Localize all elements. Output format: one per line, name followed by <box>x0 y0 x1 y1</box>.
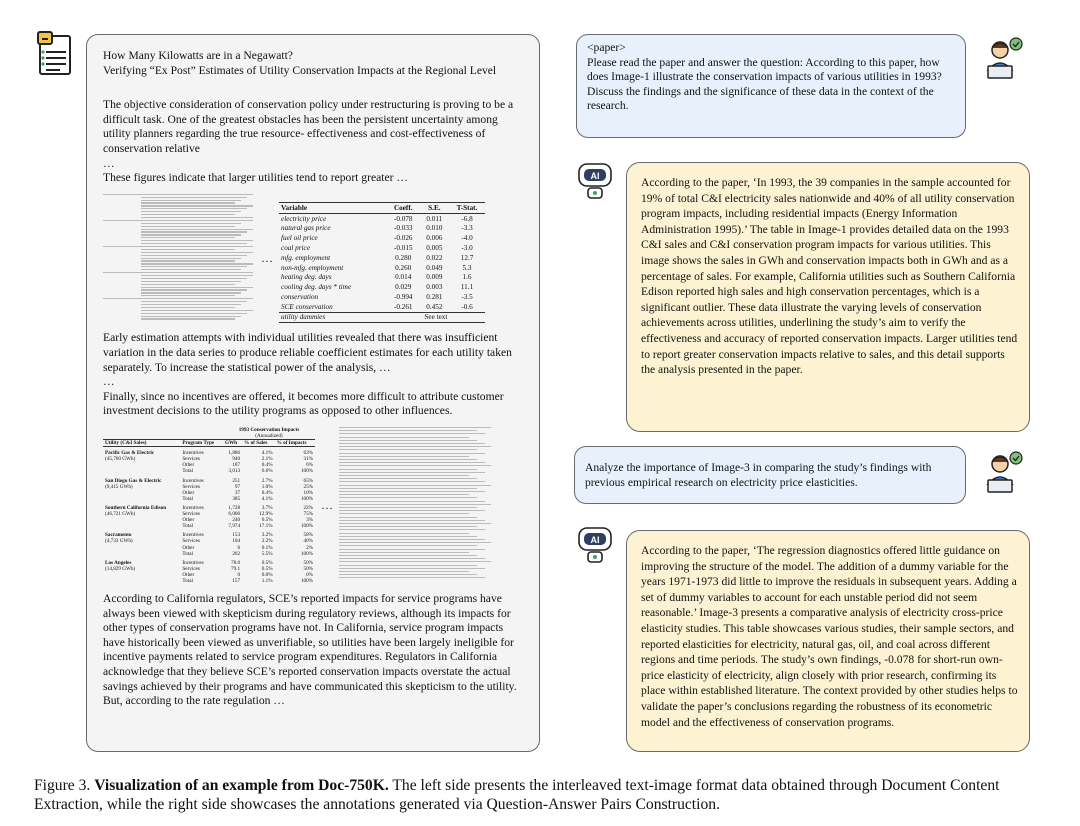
thumbnail-line <box>339 437 469 438</box>
thumbnail-line <box>141 237 235 238</box>
paper-tag: <paper> <box>587 41 626 54</box>
thumbnail-line <box>339 510 485 511</box>
thumbnail-line <box>141 281 241 282</box>
thumbnail-line <box>339 571 469 572</box>
thumbnail-line <box>339 440 477 441</box>
table-row: natural gas price -0.033 0.010 -3.3 <box>281 224 473 233</box>
table-header: Coeff. <box>387 202 420 213</box>
caption-prefix: Figure 3. <box>34 777 95 794</box>
table-row: (9,415 GWh) Services 97 1.0% 25% <box>105 483 313 490</box>
question-1-text: Please read the paper and answer the question: According to this paper, how does Image-1 illustrate the conservation impacts of various utilities in 1993? Discuss the findings and the significance of these data in the context of the research. <box>587 55 942 113</box>
table-header: GWh <box>223 440 242 447</box>
ai-label: AI <box>590 171 600 181</box>
table-row: (4,733 GWh) Services 104 2.2% 40% <box>105 538 313 545</box>
image-ellipsis: … <box>261 251 273 266</box>
caption-rest: The left side presents the interleaved text-image format data obtained through Document Content Extraction, while the right side showcases the annotations generated via Question-Answer Pairs Construction. <box>34 777 1000 813</box>
thumbnail-line <box>141 287 253 288</box>
thumbnail-line <box>141 269 241 270</box>
table-row: Pacific Gas & Electric Incentives 1,886 4.1% 63% <box>105 450 313 457</box>
caption-bold: Visualization of an example from Doc-750K. <box>94 777 389 794</box>
thumbnail-line <box>339 561 491 562</box>
ai-robot-icon <box>576 524 614 566</box>
intro-paragraph: The objective consideration of conservation policy under restructuring is proving to be a difficult task. One of the greatest obstacles has been the persistent uncertainty among utility planners regarding the true resource- effectiveness and cost-effectiveness of conservation relative <box>103 98 514 155</box>
thumbnail-line <box>339 520 485 521</box>
table-row: Other 6 0.1% 2% <box>182 544 313 551</box>
table-row: (46,721 GWh) Services 6,006 12.9% 75% <box>105 511 313 518</box>
thumbnail-line <box>141 275 253 276</box>
table-row: non-mfg. employment 0.260 0.049 5.3 <box>281 263 472 272</box>
image-1-sales-table-thumbnail <box>103 194 255 322</box>
table-row: utility dummies See text <box>279 312 485 323</box>
thumbnail-line <box>141 240 253 241</box>
super-header: 1993 Conservation Impacts <box>238 426 300 433</box>
thumbnail-line <box>141 223 241 224</box>
thumbnail-line <box>339 446 491 447</box>
thumbnail-line <box>339 533 469 534</box>
thumbnail-line <box>141 318 235 319</box>
thumbnail-line <box>141 226 235 227</box>
thumbnail-line <box>339 453 485 454</box>
image-ellipsis: … <box>321 497 333 512</box>
table-header: Program Type <box>180 440 223 447</box>
thumbnail-line <box>339 443 485 444</box>
table-row: Southern California Edison Incentives 1,728 3.7% 22% <box>105 504 313 511</box>
table-row: (45,760 GWh) Services 940 2.1% 31% <box>105 456 313 463</box>
thumbnail-line <box>339 507 477 508</box>
thumbnail-line <box>339 568 485 569</box>
table-row: heating deg. days 0.014 0.009 1.6 <box>281 273 472 282</box>
thumbnail-line <box>141 249 235 250</box>
paper-subtitle: Verifying “Ex Post” Estimates of Utility Conservation Impacts at the Regional Level <box>103 63 497 77</box>
thumbnail-line <box>103 194 253 195</box>
table-row: Other 37 0.4% 10% <box>182 489 313 496</box>
thumbnail-line <box>339 558 485 559</box>
thumbnail-line <box>339 433 485 434</box>
thumbnail-line <box>141 292 241 293</box>
thumbnail-line <box>339 485 491 486</box>
table-row: mfg. employment 0.280 0.022 12.7 <box>281 253 474 262</box>
thumbnail-line <box>339 465 491 466</box>
table-row: Total 157 1.1% 100% <box>182 577 313 584</box>
thumbnail-line <box>141 316 241 317</box>
thumbnail-line <box>141 229 253 230</box>
image-2-regression-table <box>279 202 485 324</box>
thumbnail-line <box>141 310 253 311</box>
user-laptop-icon <box>978 450 1024 496</box>
thumbnail-line <box>103 220 253 221</box>
thumbnail-line <box>141 243 247 244</box>
finally-paragraph: Finally, since no incentives are offered, it becomes more difficult to attribute customer investment decisions to the utility programs as opposed to other influences. <box>103 389 504 418</box>
thumbnail-line <box>103 246 253 247</box>
thumbnail-line <box>141 202 235 203</box>
answer-2-text: According to the paper, ‘The regression diagnostics offered little guidance on improving the structure of the model. The addition of a dummy variable for the years 1971-1973 did little to improve the residuals in subsequent years. Adding a set of dummy variables to account for each unstable period did not seem reasonable.’ Image-3 presents a comparative analysis of electricity cross-price elasticity studies. This table showcases various studies, their sample sectors, and reported elasticities for electricity, natural gas, oil, and coal across different regions and time periods. The study’s own findings, -0.078 for short-run own-price elasticity of electricity, align closely with prior research, confirming its place within established literature. The context provided by other studies helps to validate the paper’s conclusions regarding the robustness of its econometric model and the effectiveness of conservation programs. <box>641 544 1018 729</box>
thumbnail-line <box>141 231 247 232</box>
thumbnail-line <box>141 255 247 256</box>
thumbnail-line <box>339 539 485 540</box>
table-row: Total 262 5.5% 100% <box>182 550 313 557</box>
thumbnail-line <box>339 427 491 428</box>
thumbnail-line <box>339 501 485 502</box>
thumbnail-line <box>339 459 477 460</box>
table-row: Total 3,013 6.6% 100% <box>182 468 313 475</box>
answer-1-text: According to the paper, ‘In 1993, the 39 companies in the sample accounted for 19% of total C&I electricity sales nationwide and 40% of all utility conservation program impacts, including residential impacts (Energy Information Administration 1995).’ The table in Image-1 provides detailed data on the 1993 C&I sales and C&I conservation program impacts for various utilities. This image shows the sales in GWh and conservation impacts both in GWh and as a percentage of sales. For example, California utilities such as Southern California Edison reported high sales and high conservation percentages, which is a significant outlier. These data illustrate the varying levels of conservation achievements across utilities, underlining the study’s aim to verify the effectiveness and accuracy of reported conservation impacts. Larger utilities tend to report greater conservation impacts relative to sales, and this detail supports the analysis presented in the paper. <box>641 176 1018 377</box>
thumbnail-line <box>339 549 485 550</box>
thumbnail-line <box>141 197 247 198</box>
table-header: % of Impacts <box>275 440 315 447</box>
thumbnail-line <box>141 200 241 201</box>
table-header: Utility (C&I Sales) <box>103 440 180 447</box>
document-list-icon <box>36 30 76 78</box>
thumbnail-line <box>141 214 235 215</box>
figure-caption <box>34 776 1054 814</box>
thumbnail-line <box>339 513 469 514</box>
table-row: SCE conservation -0.261 0.452 -0.6 <box>281 302 473 311</box>
table-header: Variable <box>279 202 387 213</box>
early-estimation-paragraph: Early estimation attempts with individual utilities revealed that there was insufficient variation in the data series to produce reliable coefficient estimates for each utility taken separately. To increase the statistical power of the analysis, … <box>103 331 512 374</box>
thumbnail-line <box>141 313 247 314</box>
thumbnail-line <box>339 555 477 556</box>
thumbnail-line <box>339 472 485 473</box>
thumbnail-line <box>339 517 477 518</box>
thumbnail-line <box>141 263 253 264</box>
question-2-box <box>574 446 966 504</box>
thumbnail-line <box>339 565 477 566</box>
thumbnail-line <box>141 278 247 279</box>
table-header: % of Sales <box>242 440 274 447</box>
thumbnail-line <box>141 217 253 218</box>
table-row: Other 240 0.5% 3% <box>182 517 313 524</box>
image-3-row <box>103 427 525 584</box>
extracted-document-panel <box>86 34 540 752</box>
table-row: coal price -0.015 0.005 -3.0 <box>281 243 473 252</box>
table-row: San Diego Gas & Electric Incentives 251 2.7% 65% <box>105 477 313 484</box>
figures-paragraph: These figures indicate that larger utilities tend to report greater … <box>103 171 408 185</box>
image-3-elasticity-studies-thumbnail <box>339 427 491 581</box>
paper-title: How Many Kilowatts are in a Negawatt? <box>103 49 293 62</box>
thumbnail-line <box>141 211 241 212</box>
thumbnail-line <box>141 205 253 206</box>
thumbnail-line <box>339 552 469 553</box>
table-row: Other 0 0.0% 0% <box>182 571 313 578</box>
thumbnail-line <box>339 491 485 492</box>
table-header: S.E. <box>420 202 449 213</box>
answer-1-box <box>626 162 1030 432</box>
table-row: Los Angeles Incentives 78.0 0.5% 50% <box>105 559 313 566</box>
thumbnail-line <box>339 481 485 482</box>
thumbnail-line <box>339 456 469 457</box>
thumbnail-line <box>339 529 485 530</box>
thumbnail-line <box>141 258 241 259</box>
table-header: T-Stat. <box>449 202 485 213</box>
table-row: fuel oil price -0.026 0.006 -4.0 <box>281 234 473 243</box>
thumbnail-line <box>339 536 477 537</box>
thumbnail-line <box>339 497 477 498</box>
thumbnail-line <box>141 301 247 302</box>
thumbnail-line <box>339 475 469 476</box>
thumbnail-line <box>141 304 241 305</box>
conservation-impacts-table: 1993 Conservation Impacts (Annualized) Utility (C&I Sales) Program Type GWh % of Sales % of Impacts Pacific Gas & Electric Incentives 1,886 4.1% 63% (45,760 GWh) Services 940 2.1% 31% Other 187 0.4% 6% Total 3,013 6.6% 100% San Diego Gas & Electric Incentives 251 2.7% 65% (9,415 GWh) Services 97 1.0% 25% Other 37 0.4% 10% Total 385 4.1% 100% Southern California Edison Incentives 1,728 3.7% 22% (46,721 GWh) Services 6,006 12.9% 75% Other 240 0.5% 3% Total 7,974 17.1% 100% Sacramento Incentives 153 3.2% 58% (4,733 GWh) Services 104 2.2% 40% Other 6 0.1% 2% Total 262 5.5% 100% Los Angeles Incentives 78.0 0.5% 50% (14,829 GWh) Services 79.1 0.5% 50% Other 0 0.0% 0% Total 157 1.1% 100% <box>105 426 313 584</box>
table-row: Other 187 0.4% 6% <box>182 462 313 469</box>
question-1-box <box>576 34 966 138</box>
closing-paragraph: According to California regulators, SCE’s reported impacts for service programs have always been viewed with skepticism during regulatory reviews, although its impacts for other types of conservation programs have not. In California, service program impacts have historically been viewed as unverifiable, so utilities have been largely ineligible for incentive payments related to service program expenditures. Regulators in California acknowledge that they believe SCE’s reported conservation impacts overstate the actual savings achieved by their programs and have communicated this skepticism to the utility. But, according to the rate regulation … <box>103 592 517 708</box>
thumbnail-line <box>339 469 477 470</box>
thumbnail-line <box>339 430 477 431</box>
thumbnail-line <box>141 260 235 261</box>
table-row: electricity price -0.078 0.011 -6.8 <box>281 214 473 223</box>
thumbnail-line <box>339 494 469 495</box>
table-row: conservation -0.994 0.281 -3.5 <box>281 292 473 301</box>
table-row: cooling deg. days * time 0.029 0.003 11.1 <box>281 283 474 292</box>
thumbnail-line <box>339 545 477 546</box>
thumbnail-line <box>339 523 491 524</box>
ellipsis: … <box>103 375 115 389</box>
table-row: (14,829 GWh) Services 79.1 0.5% 50% <box>105 565 313 572</box>
thumbnail-line <box>141 234 241 235</box>
thumbnail-line <box>339 449 477 450</box>
thumbnail-line <box>339 462 485 463</box>
thumbnail-line <box>141 307 235 308</box>
thumbnail-line <box>141 252 253 253</box>
thumbnail-line <box>339 574 477 575</box>
user-laptop-icon <box>978 36 1024 82</box>
thumbnail-line <box>339 542 491 543</box>
ai-label: AI <box>590 535 600 545</box>
thumbnail-line <box>141 208 247 209</box>
answer-2-box <box>626 530 1030 752</box>
thumbnail-line <box>141 266 247 267</box>
ellipsis: … <box>103 156 115 170</box>
image-1-row <box>103 194 525 324</box>
thumbnail-line <box>339 526 477 527</box>
thumbnail-line <box>339 504 491 505</box>
thumbnail-line <box>141 289 247 290</box>
table-row: Total 385 4.1% 100% <box>182 495 313 502</box>
table-row: Sacramento Incentives 153 3.2% 58% <box>105 532 313 539</box>
table-row: Total 7,974 17.1% 100% <box>182 523 313 530</box>
thumbnail-line <box>141 284 235 285</box>
thumbnail-line <box>339 478 477 479</box>
ai-robot-icon <box>576 160 614 202</box>
thumbnail-line <box>103 272 253 273</box>
thumbnail-line <box>339 488 477 489</box>
thumbnail-line <box>103 298 253 299</box>
thumbnail-line <box>339 577 485 578</box>
question-2-text: Analyze the importance of Image-3 in comparing the study’s findings with previous empirical research on electricity price elasticities. <box>585 461 932 489</box>
thumbnail-line <box>141 295 235 296</box>
